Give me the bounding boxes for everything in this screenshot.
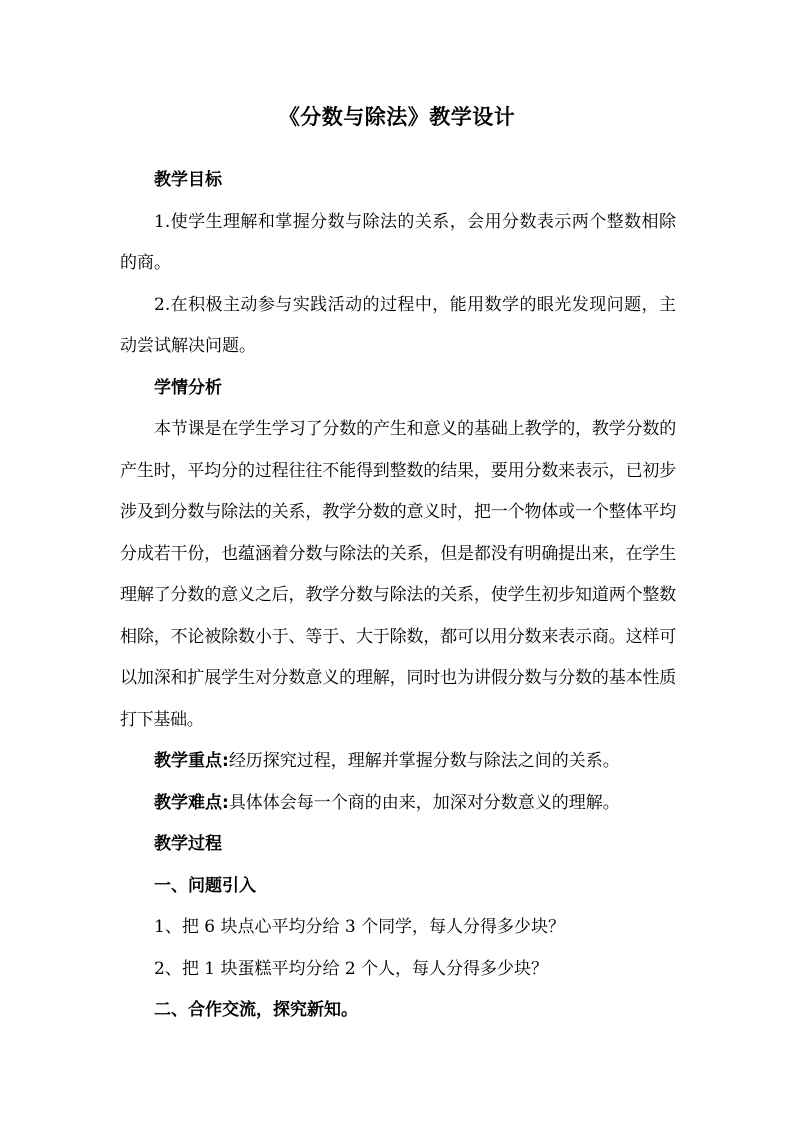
difficulty-line: [120, 783, 676, 825]
analysis-paragraph: 本节课是在学生学习了分数的产生和意义的基础上教学的，教学分数的产生时，平均分的过程往往不能得到整数的结果，要用分数来表示，已初步涉及到分数与除法的关系，教学分数的意义时，把一个物体或一个整体平均分成若干份，也蕴涵着分数与除法的关系，但是都没有明确提出来，在学生理解了分数的意义之后，教学分数与除法的关系，使学生初步知道两个整数相除，不论被除数小于、等于、大于除数，都可以用分数来表示商。这样可以加深和扩展学生对分数意义的理解，同时也为讲假分数与分数的基本性质打下基础。: [120, 419, 676, 730]
objectives-heading: 教学目标: [154, 170, 222, 190]
question-2: 2、把 1 块蛋糕平均分给 2 个人，每人分得多少块？: [154, 958, 549, 979]
key-point-label: 教学重点:: [154, 751, 229, 771]
analysis-heading: 学情分析: [154, 377, 222, 398]
part1-heading: 一、问题引入: [154, 875, 256, 896]
difficulty-label: 教学难点:: [154, 792, 229, 813]
difficulty-text: 具体体会每一个商的由来，加深对分数意义的理解。: [228, 792, 620, 813]
question-1: 1、把 6 块点心平均分给 3 个同学，每人分得多少块？: [154, 917, 566, 937]
document-body: [120, 160, 676, 1032]
objective-1: 1.使学生理解和掌握分数与除法的关系，会用分数表示两个整数相除的商。: [120, 211, 676, 273]
objective-2: 2.在积极主动参与实践活动的过程中，能用数学的眼光发现问题，主动尝试解决问题。: [120, 294, 676, 356]
key-point-text: 经历探究过程，理解并掌握分数与除法之间的关系。: [228, 751, 620, 771]
process-heading: 教学过程: [154, 834, 222, 854]
document-title: 《分数与除法》教学设计: [278, 105, 516, 129]
part2-heading: 二、合作交流，探究新知。: [154, 1000, 358, 1020]
key-point-line: [120, 741, 676, 783]
